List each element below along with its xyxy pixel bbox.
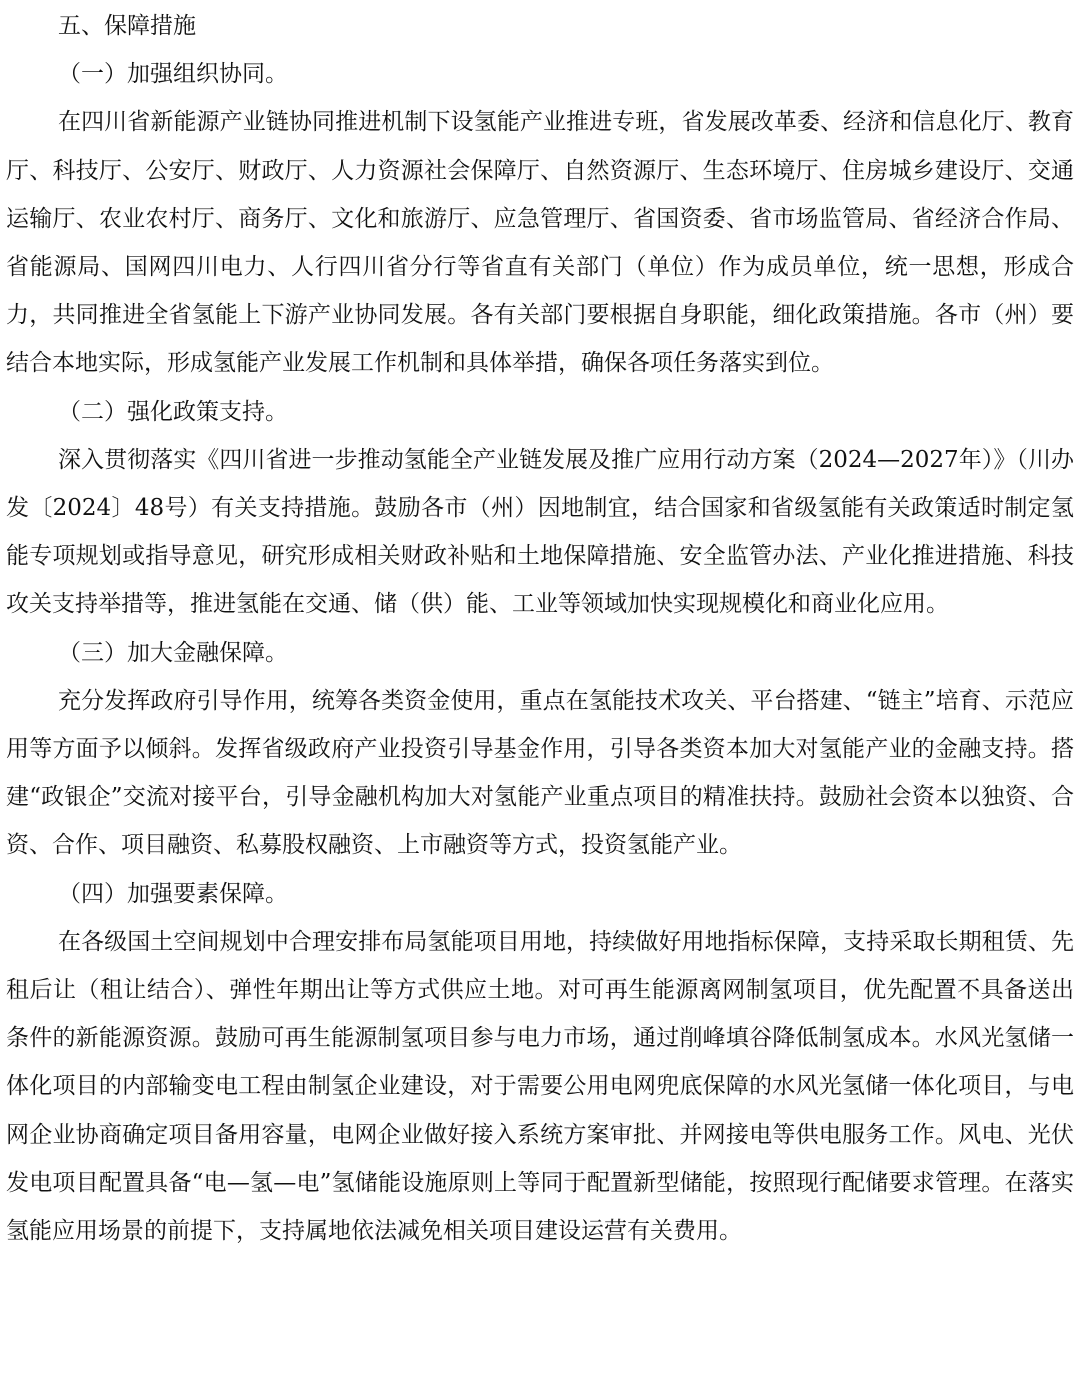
section-title: 五、保障措施 (58, 13, 196, 39)
paragraph-finance: 充分发挥政府引导作用，统筹各类资金使用，重点在氢能技术攻关、平台搭建、“链主”培育、示范应用等方面予以倾斜。发挥省级政府产业投资引导基金作用，引导各类资本加大对氢能产业的金融支持。搭建“政银企”交流对接平台，引导金融机构加大对氢能产业重点项目的精准扶持。鼓励社会资本以独资、合资、合作、项目融资、私募股权融资、上市融资等方式，投资氢能产业。 (6, 687, 1074, 859)
subsection-heading-organization: （一）加强组织协同。 (58, 61, 288, 88)
document-page (6, 2, 1074, 1255)
paragraph-resources: 在各级国土空间规划中合理安排布局氢能项目用地，持续做好用地指标保障，支持采取长期租赁、先租后让（租让结合）、弹性年期出让等方式供应土地。对可再生能源离网制氢项目，优先配置不具备送出条件的新能源资源。鼓励可再生能源制氢项目参与电力市场，通过削峰填谷降低制氢成本。水风光氢储一体化项目的内部输变电工程由制氢企业建设，对于需要公用电网兜底保障的水风光氢储一体化项目，与电网企业协商确定项目备用容量，电网企业做好接入系统方案审批、并网接电等供电服务工作。风电、光伏发电项目配置具备“电—氢—电”氢储能设施原则上等同于配置新型储能，按照现行配储要求管理。在落实氢能应用场景的前提下，支持属地依法减免相关项目建设运营有关费用。 (6, 928, 1074, 1245)
subsection-heading-policy: （二）强化政策支持。 (58, 398, 288, 425)
subsection-heading-resources: （四）加强要素保障。 (58, 880, 288, 907)
paragraph-organization: 在四川省新能源产业链协同推进机制下设氢能产业推进专班，省发展改革委、经济和信息化厅、教育厅、科技厅、公安厅、财政厅、人力资源社会保障厅、自然资源厅、生态环境厅、住房城乡建设厅、交通运输厅、农业农村厅、商务厅、文化和旅游厅、应急管理厅、省国资委、省市场监管局、省经济合作局、省能源局、国网四川电力、人行四川省分行等省直有关部门（单位）作为成员单位，统一思想，形成合力，共同推进全省氢能上下游产业协同发展。各有关部门要根据自身职能，细化政策措施。各市（州）要结合本地实际，形成氢能产业发展工作机制和具体举措，确保各项任务落实到位。 (6, 109, 1074, 377)
subsection-heading-finance: （三）加大金融保障。 (58, 639, 288, 666)
paragraph-policy: 深入贯彻落实《四川省进一步推动氢能全产业链发展及推广应用行动方案（2024—2027年）》（川办发〔2024〕48号）有关支持措施。鼓励各市（州）因地制宜，结合国家和省级氢能有关政策适时制定氢能专项规划或指导意见，研究形成相关财政补贴和土地保障措施、安全监管办法、产业化推进措施、科技攻关支持举措等，推进氢能在交通、储（供）能、工业等领域加快实现规模化和商业化应用。 (6, 446, 1074, 618)
